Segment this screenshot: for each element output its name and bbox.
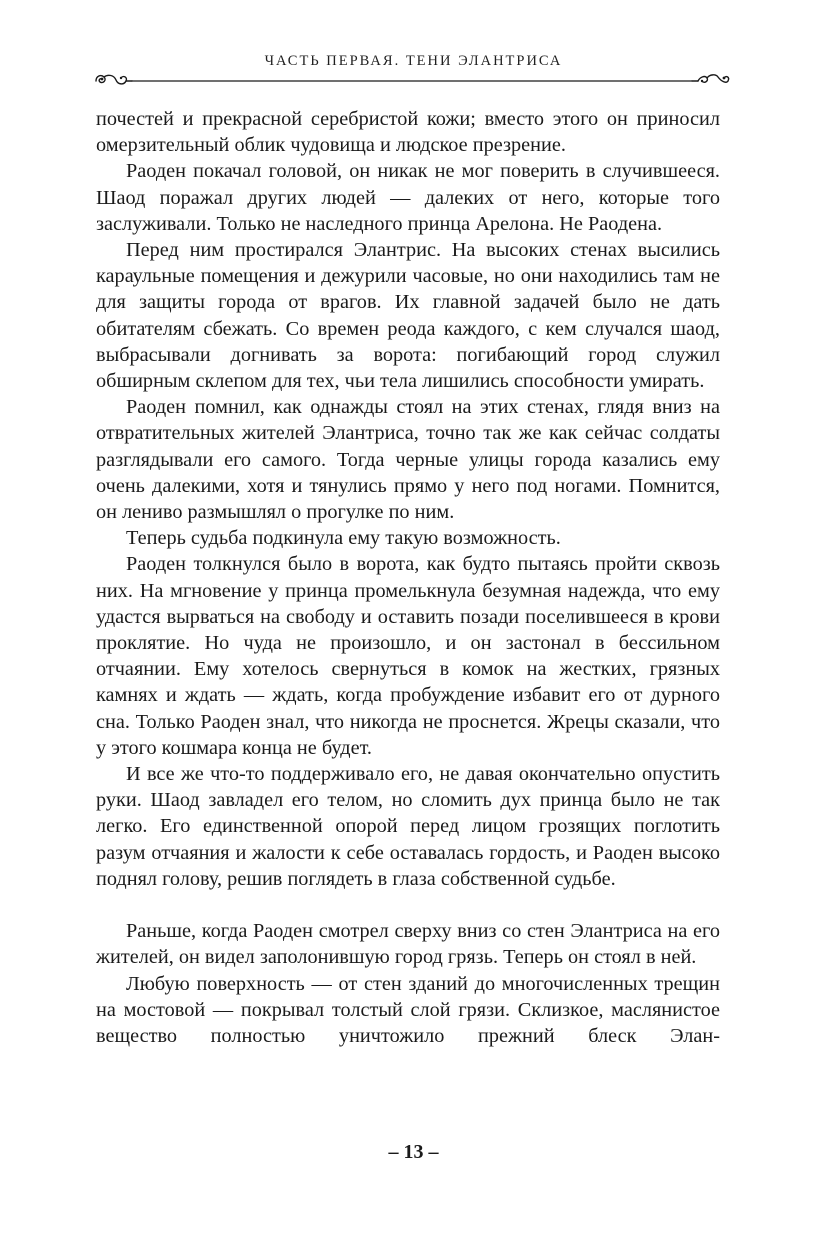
paragraph: Раньше, когда Раоден смотрел сверху вниз со стен Элантриса на его жителей, он видел заполонившую город грязь. Теперь он стоял в ней. bbox=[96, 920, 720, 969]
decorative-rule bbox=[92, 68, 732, 94]
paragraph: Раоден помнил, как однажды стоял на этих стенах, глядя вниз на отвратительных жителей Элантриса, точно так же как сейчас солдаты разглядывали его самого. Тогда черные улицы города казались ему очень далекими, хотя и тянулись прямо у него под ногами. Помнится, он лениво размышлял о прогулке по ним. bbox=[96, 396, 720, 524]
paragraph: Раоден толкнулся было в ворота, как будто пытаясь пройти сквозь них. На мгновение у принца промелькнула безумная надежда, что ему удастся вырваться на свободу и оставить позади поселившееся в крови проклятие. Но чуда не произошло, и он застонал в бессильном отчаянии. Ему хотелось свернуться в комок на жестких, грязных камнях и ждать — ждать, когда пробуждение избавит его от дурного сна. Только Раоден знал, что никогда не проснется. Жрецы сказали, что у этого кошмара конца не будет. bbox=[96, 553, 720, 759]
paragraph: Перед ним простирался Элантрис. На высоких стенах высились караульные помещения и дежурили часовые, но они находились там не для защиты города от врагов. Их главной задачей было не дать обитателям сбежать. Со времен реода каждого, с кем случался шаод, выбрасывали догнивать за ворота: погибающий город служил обширным склепом для тех, чьи тела лишились способности умирать. bbox=[96, 239, 720, 393]
running-header: ЧАСТЬ ПЕРВАЯ. ТЕНИ ЭЛАНТРИСА bbox=[264, 53, 563, 69]
paragraph: почестей и прекрасной серебристой кожи; вместо этого он приносил омерзительный облик чудовища и людское презрение. bbox=[96, 108, 720, 157]
paragraph: Любую поверхность — от стен зданий до многочисленных трещин на мостовой — покрывал толстый слой грязи. Склизкое, маслянистое вещество полностью уничтожило прежний блеск Элан- bbox=[96, 972, 720, 1047]
body-text bbox=[96, 106, 720, 1049]
page-number: – 13 – bbox=[388, 1141, 439, 1163]
paragraph: Раоден покачал головой, он никак не мог поверить в случившееся. Шаод поражал других людей — далеких от него, которые того заслуживали. Только не наследного принца Арелона. Не Раодена. bbox=[96, 160, 720, 235]
paragraph: Теперь судьба подкинула ему такую возможность. bbox=[126, 527, 561, 550]
paragraph: И все же что-то поддерживало его, не давая окончательно опустить руки. Шаод завладел его телом, но сломить дух принца было не так легко. Его единственной опорой перед лицом грозящих поглотить разум отчаяния и жалости к себе оставалась гордость, и Раоден высоко поднял голову, решив поглядеть в глаза собственной судьбе. bbox=[96, 763, 720, 890]
